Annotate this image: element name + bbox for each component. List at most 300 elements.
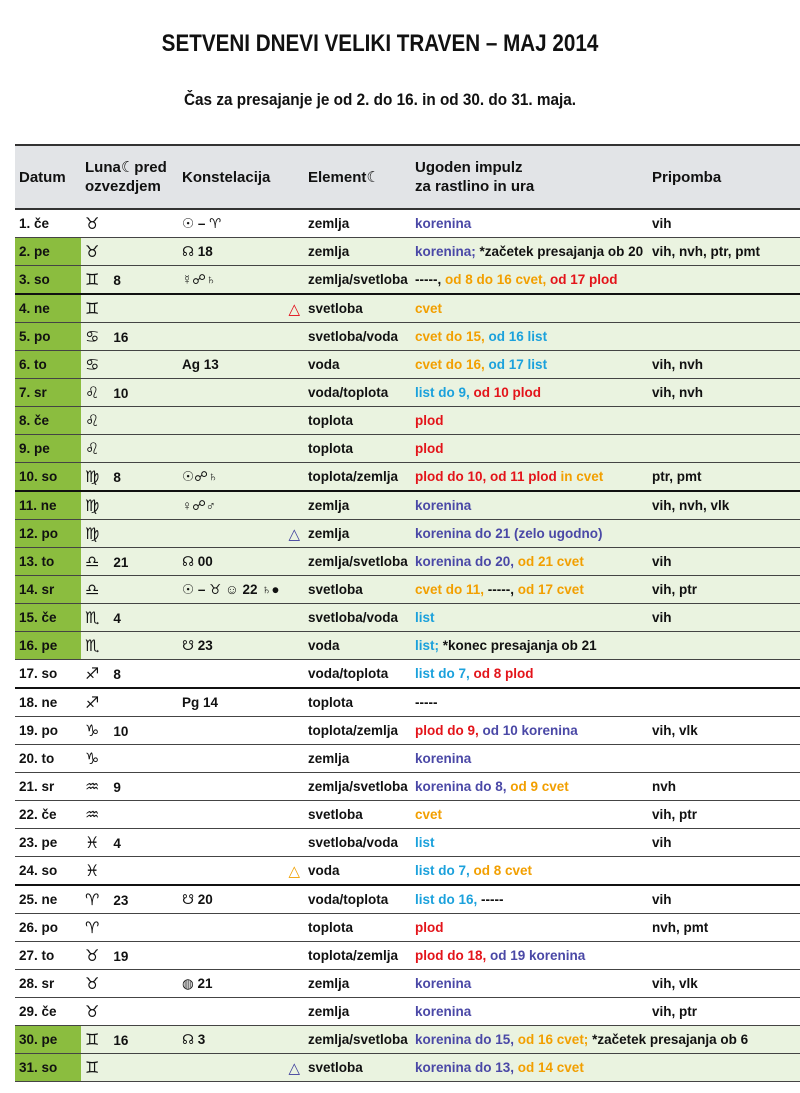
table-row [15, 209, 800, 238]
cell-impulz [411, 660, 648, 689]
impulz-text: korenina do 8, [415, 779, 511, 794]
cell-impulz [411, 604, 648, 632]
cell-pripomba [648, 266, 800, 295]
cell-datum: 19. po [15, 717, 81, 745]
zodiac-icon: ♍ [85, 525, 100, 543]
table-row [15, 998, 800, 1026]
cell-pripomba: vih, ptr [648, 576, 800, 604]
cell-pripomba [648, 745, 800, 773]
cell-element: svetloba [304, 294, 411, 323]
impulz-text: *konec presajanja ob 21 [442, 638, 597, 653]
cell-pripomba: vih [648, 604, 800, 632]
zodiac-icon: ♓ [85, 862, 100, 880]
cell-konstelacija [178, 745, 304, 773]
cell-luna [81, 294, 178, 323]
luna-hour: 19 [113, 948, 129, 964]
cell-datum: 31. so [15, 1054, 81, 1082]
table-row [15, 238, 800, 266]
cell-datum: 18. ne [15, 688, 81, 717]
table-row [15, 857, 800, 886]
cell-impulz [411, 491, 648, 520]
zodiac-icon: ♒ [85, 778, 100, 796]
cell-konstelacija [178, 294, 304, 323]
cell-pripomba: vih, vlk [648, 717, 800, 745]
cell-element: voda [304, 351, 411, 379]
table-row [15, 294, 800, 323]
impulz-text: list do 7, [415, 666, 474, 681]
cell-pripomba [648, 632, 800, 660]
luna-hour: 4 [113, 610, 121, 626]
cell-element: zemlja [304, 209, 411, 238]
zodiac-icon: ♋ [85, 356, 100, 374]
cell-element: voda [304, 632, 411, 660]
table-row [15, 801, 800, 829]
impulz-text: od 17 plod [550, 272, 618, 287]
zodiac-icon: ♍ [85, 468, 100, 486]
cell-konstelacija [178, 407, 304, 435]
cell-impulz [411, 379, 648, 407]
cell-datum: 1. če [15, 209, 81, 238]
zodiac-icon: ♑ [85, 722, 100, 740]
cell-datum: 9. pe [15, 435, 81, 463]
cell-konstelacija [178, 773, 304, 801]
header-impulz: Ugoden impulz za rastlino in ura [411, 145, 648, 209]
cell-datum: 16. pe [15, 632, 81, 660]
cell-element: voda/toplota [304, 885, 411, 914]
impulz-text: korenina [415, 216, 472, 231]
impulz-text: list [415, 835, 435, 850]
table-row [15, 970, 800, 998]
cell-datum: 12. po [15, 520, 81, 548]
cell-pripomba [648, 857, 800, 886]
impulz-text: plod [415, 413, 444, 428]
cell-element: voda/toplota [304, 660, 411, 689]
impulz-text: cvet [415, 807, 443, 822]
cell-luna [81, 829, 178, 857]
cell-pripomba: vih, ptr [648, 801, 800, 829]
header-konstelacija: Konstelacija [178, 145, 304, 209]
impulz-text: list do 16, [415, 892, 482, 907]
cell-konstelacija [178, 829, 304, 857]
cell-datum: 5. po [15, 323, 81, 351]
cell-pripomba: vih, vlk [648, 970, 800, 998]
impulz-text: od 17 list [488, 357, 548, 372]
cell-luna [81, 576, 178, 604]
table-row [15, 435, 800, 463]
table-row [15, 942, 800, 970]
impulz-text: od 9 cvet [510, 779, 569, 794]
table-row [15, 463, 800, 492]
cell-luna [81, 1026, 178, 1054]
impulz-text: korenina [415, 751, 472, 766]
table-row [15, 1054, 800, 1082]
cell-luna [81, 209, 178, 238]
cell-impulz [411, 576, 648, 604]
cell-luna [81, 857, 178, 886]
cell-element: svetloba [304, 1054, 411, 1082]
impulz-text: od 10 plod [473, 385, 542, 400]
cell-datum: 10. so [15, 463, 81, 492]
cell-impulz [411, 463, 648, 492]
cell-impulz [411, 885, 648, 914]
impulz-text: od 16 cvet; [517, 1032, 593, 1047]
cell-pripomba: vih, nvh, ptr, pmt [648, 238, 800, 266]
cell-impulz [411, 323, 648, 351]
cell-luna [81, 970, 178, 998]
table-row [15, 773, 800, 801]
cell-element: toplota [304, 688, 411, 717]
cell-element: toplota/zemlja [304, 942, 411, 970]
cell-pripomba [648, 435, 800, 463]
cell-impulz [411, 773, 648, 801]
cell-konstelacija: Ag 13 [178, 351, 304, 379]
impulz-text: in cvet [560, 469, 604, 484]
zodiac-icon: ♐ [85, 694, 100, 712]
impulz-text: plod [415, 441, 444, 456]
cell-konstelacija: ☊ 00 [178, 548, 304, 576]
cell-luna [81, 745, 178, 773]
cell-element: zemlja [304, 745, 411, 773]
cell-datum: 2. pe [15, 238, 81, 266]
cell-impulz [411, 1026, 749, 1054]
cell-konstelacija: ☊ 18 [178, 238, 304, 266]
cell-element: zemlja [304, 998, 411, 1026]
cell-konstelacija: ☿☍♄ [178, 266, 304, 295]
cell-element: svetloba/voda [304, 829, 411, 857]
cell-luna [81, 379, 178, 407]
cell-impulz [411, 407, 648, 435]
cell-element: voda/toplota [304, 379, 411, 407]
cell-datum: 13. to [15, 548, 81, 576]
cell-pripomba: vih [648, 209, 800, 238]
cell-datum: 21. sr [15, 773, 81, 801]
cell-impulz [411, 970, 648, 998]
cell-impulz [411, 266, 648, 295]
cell-pripomba: vih [648, 885, 800, 914]
cell-element: toplota/zemlja [304, 717, 411, 745]
cell-konstelacija: ♀☍♂ [178, 491, 304, 520]
cell-luna [81, 660, 178, 689]
table-row [15, 688, 800, 717]
cell-datum: 29. če [15, 998, 81, 1026]
cell-konstelacija: ☉ – ♉ ☺ 22 ♄● [178, 576, 304, 604]
luna-hour: 8 [113, 666, 121, 682]
cell-pripomba [648, 688, 800, 717]
table-row [15, 266, 800, 295]
table-row [15, 604, 800, 632]
impulz-text: od 10 korenina [482, 723, 578, 738]
header-element: Element☾ [304, 145, 411, 209]
zodiac-icon: ♐ [85, 665, 100, 683]
cell-impulz [411, 688, 648, 717]
table-row [15, 407, 800, 435]
cell-element: zemlja [304, 491, 411, 520]
impulz-text: korenina [415, 976, 472, 991]
cell-pripomba [648, 407, 800, 435]
cell-luna [81, 351, 178, 379]
cell-konstelacija [178, 717, 304, 745]
cell-konstelacija [178, 379, 304, 407]
cell-pripomba [648, 520, 800, 548]
cell-pripomba: nvh, pmt [648, 914, 800, 942]
cell-element: svetloba/voda [304, 604, 411, 632]
cell-konstelacija [178, 914, 304, 942]
cell-element: zemlja/svetloba [304, 548, 411, 576]
cell-luna [81, 266, 178, 295]
impulz-text: *začetek presajanja ob 6 [592, 1032, 749, 1047]
luna-hour: 16 [113, 329, 129, 345]
zodiac-icon: ♌ [85, 440, 100, 458]
table-row [15, 379, 800, 407]
cell-luna [81, 998, 178, 1026]
impulz-text: korenina do 20, [415, 554, 518, 569]
impulz-text: list; [415, 638, 443, 653]
cell-impulz [411, 548, 648, 576]
cell-element: voda [304, 857, 411, 886]
cell-impulz [411, 238, 648, 266]
cell-pripomba: vih, ptr [648, 998, 800, 1026]
impulz-text: plod [415, 920, 444, 935]
luna-hour: 16 [113, 1032, 129, 1048]
cell-datum: 11. ne [15, 491, 81, 520]
sowing-calendar-table [15, 144, 800, 1082]
cell-element: svetloba [304, 801, 411, 829]
cell-impulz [411, 209, 648, 238]
zodiac-icon: ♏ [85, 609, 100, 627]
zodiac-icon: ♓ [85, 834, 100, 852]
impulz-text: list [415, 610, 435, 625]
triangle-yel-icon: △ [288, 862, 300, 880]
cell-luna [81, 717, 178, 745]
page-title: SETVENI DNEVI VELIKI TRAVEN – MAJ 2014 [161, 30, 599, 57]
cell-konstelacija [178, 1054, 304, 1082]
impulz-text: korenina; [415, 244, 480, 259]
cell-pripomba: vih [648, 548, 800, 576]
cell-datum: 23. pe [15, 829, 81, 857]
impulz-text: od 8 plod [473, 666, 534, 681]
cell-datum: 8. če [15, 407, 81, 435]
triangle-red-icon: △ [288, 300, 300, 318]
cell-konstelacija: ☋ 23 [178, 632, 304, 660]
cell-impulz [411, 435, 648, 463]
zodiac-icon: ♊ [85, 1059, 100, 1077]
header-datum: Datum [15, 145, 81, 209]
zodiac-icon: ♉ [85, 975, 100, 993]
cell-luna [81, 238, 178, 266]
table-row [15, 576, 800, 604]
cell-impulz [411, 998, 648, 1026]
luna-hour: 9 [113, 779, 121, 795]
cell-datum: 14. sr [15, 576, 81, 604]
cell-datum: 26. po [15, 914, 81, 942]
zodiac-icon: ♏ [85, 637, 100, 655]
cell-luna [81, 885, 178, 914]
impulz-text: od 16 list [488, 329, 548, 344]
cell-pripomba: ptr, pmt [648, 463, 800, 492]
luna-hour: 4 [113, 835, 121, 851]
cell-luna [81, 323, 178, 351]
cell-datum: 25. ne [15, 885, 81, 914]
cell-konstelacija: ☊ 3 [178, 1026, 304, 1054]
impulz-text: od 8 do 16 cvet, [444, 272, 551, 287]
cell-luna [81, 604, 178, 632]
impulz-text: *začetek presajanja ob 20 [479, 244, 644, 259]
cell-element: zemlja/svetloba [304, 773, 411, 801]
cell-pripomba: vih, nvh [648, 379, 800, 407]
impulz-text: cvet do 11, [415, 582, 488, 597]
impulz-text: od 21 cvet [517, 554, 584, 569]
cell-pripomba: vih [648, 829, 800, 857]
cell-pripomba [648, 323, 800, 351]
cell-luna [81, 632, 178, 660]
cell-datum: 17. so [15, 660, 81, 689]
cell-konstelacija: ☋ 20 [178, 885, 304, 914]
cell-luna [81, 1054, 178, 1082]
cell-luna [81, 801, 178, 829]
impulz-text: od 19 korenina [490, 948, 586, 963]
cell-impulz [411, 857, 648, 886]
cell-datum: 6. to [15, 351, 81, 379]
cell-datum: 22. če [15, 801, 81, 829]
zodiac-icon: ♊ [85, 300, 100, 318]
triangle-blue-icon: △ [288, 1059, 300, 1077]
cell-element: zemlja [304, 520, 411, 548]
cell-pripomba [648, 294, 800, 323]
cell-impulz [411, 829, 648, 857]
zodiac-icon: ♌ [85, 384, 100, 402]
cell-element: svetloba/voda [304, 323, 411, 351]
impulz-text: od 17 cvet [517, 582, 584, 597]
cell-element: toplota [304, 914, 411, 942]
cell-datum: 4. ne [15, 294, 81, 323]
cell-konstelacija [178, 801, 304, 829]
impulz-text: od 14 cvet [517, 1060, 584, 1075]
zodiac-icon: ♑ [85, 750, 100, 768]
cell-datum: 30. pe [15, 1026, 81, 1054]
header-pripomba: Pripomba [648, 145, 800, 209]
header-luna: Luna☾pred ozvezdjem [81, 145, 178, 209]
table-row [15, 351, 800, 379]
zodiac-icon: ♉ [85, 1003, 100, 1021]
cell-pripomba: vih, nvh, vlk [648, 491, 800, 520]
cell-impulz [411, 520, 648, 548]
cell-luna [81, 548, 178, 576]
zodiac-icon: ♈ [85, 919, 100, 937]
table-row [15, 491, 800, 520]
luna-hour: 8 [113, 469, 121, 485]
table-row [15, 745, 800, 773]
table-header-row [15, 145, 800, 209]
cell-datum: 3. so [15, 266, 81, 295]
luna-hour: 8 [113, 272, 121, 288]
table-row [15, 1026, 800, 1054]
impulz-text: plod do 18, [415, 948, 491, 963]
cell-datum: 7. sr [15, 379, 81, 407]
cell-konstelacija: ☉ – ♈ [178, 209, 304, 238]
cell-element: zemlja/svetloba [304, 1026, 411, 1054]
cell-pripomba [648, 942, 800, 970]
cell-luna [81, 688, 178, 717]
cell-impulz [411, 294, 648, 323]
table-row [15, 885, 800, 914]
table-row [15, 914, 800, 942]
impulz-text: od 8 cvet [473, 863, 533, 878]
luna-hour: 21 [113, 554, 129, 570]
cell-luna [81, 407, 178, 435]
cell-konstelacija [178, 942, 304, 970]
cell-luna [81, 463, 178, 492]
cell-element: toplota [304, 407, 411, 435]
cell-konstelacija: ◍ 21 [178, 970, 304, 998]
cell-element: svetloba [304, 576, 411, 604]
zodiac-icon: ♊ [85, 271, 100, 289]
zodiac-icon: ♉ [85, 243, 100, 261]
cell-element: toplota/zemlja [304, 463, 411, 492]
cell-impulz [411, 351, 648, 379]
zodiac-icon: ♊ [85, 1031, 100, 1049]
cell-luna [81, 435, 178, 463]
cell-datum: 28. sr [15, 970, 81, 998]
cell-konstelacija [178, 323, 304, 351]
cell-impulz [411, 801, 648, 829]
zodiac-icon: ♉ [85, 947, 100, 965]
cell-element: toplota [304, 435, 411, 463]
impulz-text: plod do 9, [415, 723, 483, 738]
cell-konstelacija [178, 435, 304, 463]
luna-hour: 23 [113, 892, 129, 908]
cell-luna [81, 773, 178, 801]
impulz-text: -----, [487, 582, 518, 597]
cell-luna [81, 914, 178, 942]
zodiac-icon: ♉ [85, 215, 100, 233]
zodiac-icon: ♒ [85, 806, 100, 824]
impulz-text: korenina [415, 1004, 472, 1019]
cell-pripomba: vih, nvh [648, 351, 800, 379]
cell-konstelacija: ☉☍♄ [178, 463, 304, 492]
impulz-text: cvet do 16, [415, 357, 489, 372]
table-row [15, 660, 800, 689]
zodiac-icon: ♈ [85, 891, 100, 909]
zodiac-icon: ♌ [85, 412, 100, 430]
zodiac-icon: ♍ [85, 497, 100, 515]
impulz-text: list do 7, [415, 863, 474, 878]
cell-datum: 24. so [15, 857, 81, 886]
cell-datum: 15. če [15, 604, 81, 632]
cell-konstelacija: Pg 14 [178, 688, 304, 717]
impulz-text: -----, [415, 272, 445, 287]
cell-impulz [411, 914, 648, 942]
cell-konstelacija [178, 998, 304, 1026]
cell-pripomba [648, 1054, 800, 1082]
impulz-text: cvet [415, 301, 443, 316]
cell-impulz [411, 1054, 648, 1082]
cell-datum: 27. to [15, 942, 81, 970]
cell-impulz [411, 717, 648, 745]
impulz-text: korenina [415, 498, 472, 513]
cell-impulz [411, 632, 648, 660]
cell-konstelacija [178, 660, 304, 689]
cell-element: zemlja [304, 238, 411, 266]
impulz-text: list do 9, [415, 385, 474, 400]
page-subtitle: Čas za presajanje je od 2. do 16. in od 30. do 31. maja. [183, 90, 577, 109]
impulz-text: plod do 10, od 11 plod [415, 469, 561, 484]
cell-konstelacija [178, 857, 304, 886]
zodiac-icon: ♎ [85, 553, 100, 571]
impulz-text: ----- [481, 892, 504, 907]
cell-datum: 20. to [15, 745, 81, 773]
cell-luna [81, 520, 178, 548]
cell-impulz [411, 942, 648, 970]
